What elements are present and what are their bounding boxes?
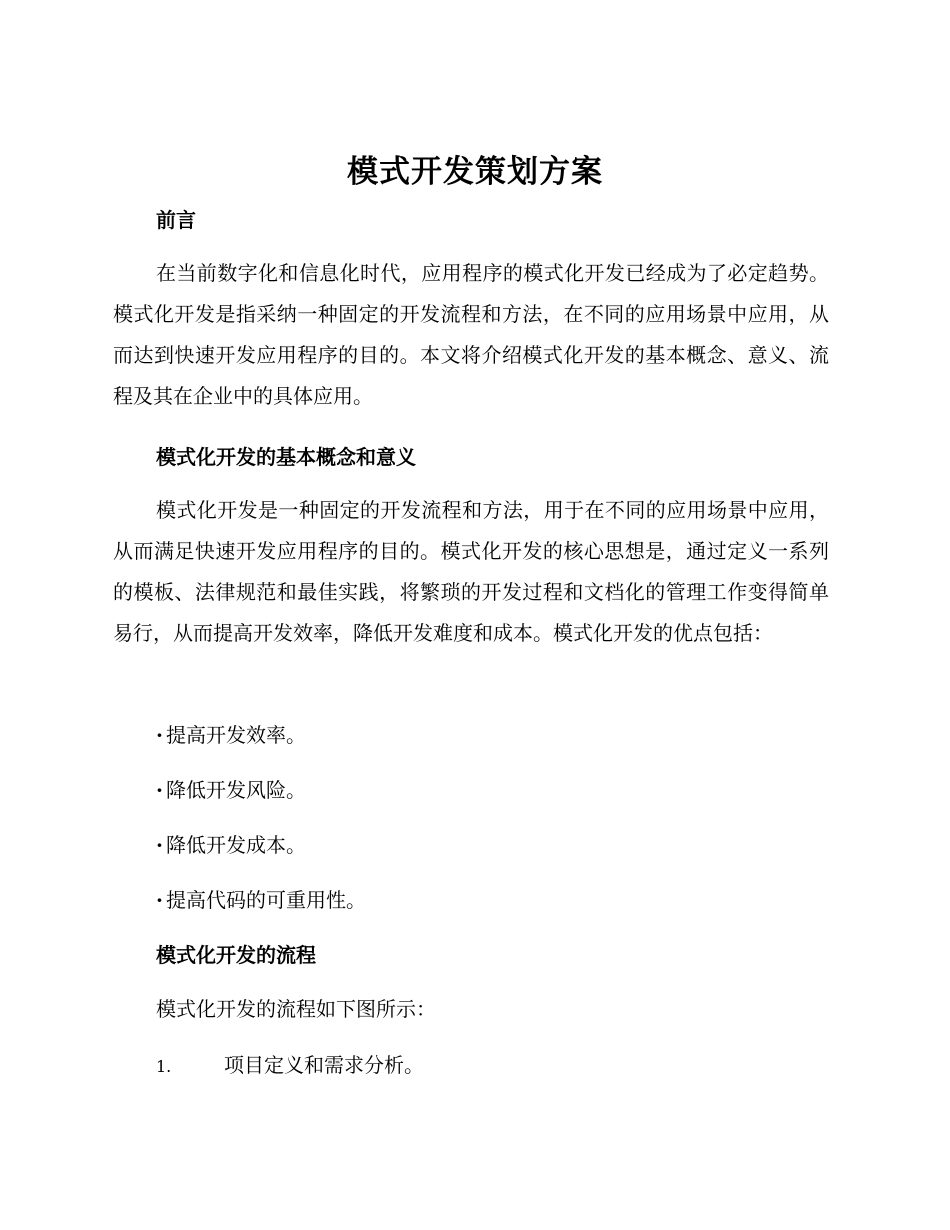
bullet-marker: · (156, 723, 163, 747)
bullet-item (156, 831, 306, 859)
bullet-marker: · (156, 833, 163, 857)
section-heading-preface: 前言 (156, 208, 196, 232)
bullet-text: 降低开发风险。 (166, 778, 306, 802)
bullet-marker: · (156, 888, 163, 912)
bullet-marker: · (156, 778, 163, 802)
section-heading-concept: 模式化开发的基本概念和意义 (156, 445, 416, 469)
bullet-item (156, 776, 306, 804)
section-heading-process: 模式化开发的流程 (156, 943, 316, 967)
preface-paragraph: 在当前数字化和信息化时代，应用程序的模式化开发已经成为了必定趋势。模式化开发是指采纳一种固定的开发流程和方法，在不同的应用场景中应用，从而达到快速开发应用程序的目的。本文将介绍模式化开发的基本概念、意义、流程及其在企业中的具体应用。 (113, 261, 829, 408)
bullet-item (156, 721, 306, 749)
document-title: 模式开发策划方案 (347, 154, 603, 190)
bullet-text: 提高开发效率。 (166, 723, 306, 747)
bullet-text: 降低开发成本。 (166, 833, 306, 857)
concept-paragraph: 模式化开发是一种固定的开发流程和方法，用于在不同的应用场景中应用，从而满足快速开发应用程序的目的。模式化开发的核心思想是，通过定义一系列的模板、法律规范和最佳实践，将繁琐的开发过程和文档化的管理工作变得简单易行，从而提高开发效率，降低开发难度和成本。模式化开发的优点包括： (113, 498, 829, 645)
bullet-text: 提高代码的可重用性。 (166, 888, 366, 912)
process-intro: 模式化开发的流程如下图所示： (156, 997, 436, 1021)
numbered-step (156, 1051, 424, 1081)
step-text: 项目定义和需求分析。 (224, 1053, 424, 1077)
step-number: 1. (156, 1057, 172, 1076)
bullet-item (156, 886, 366, 914)
